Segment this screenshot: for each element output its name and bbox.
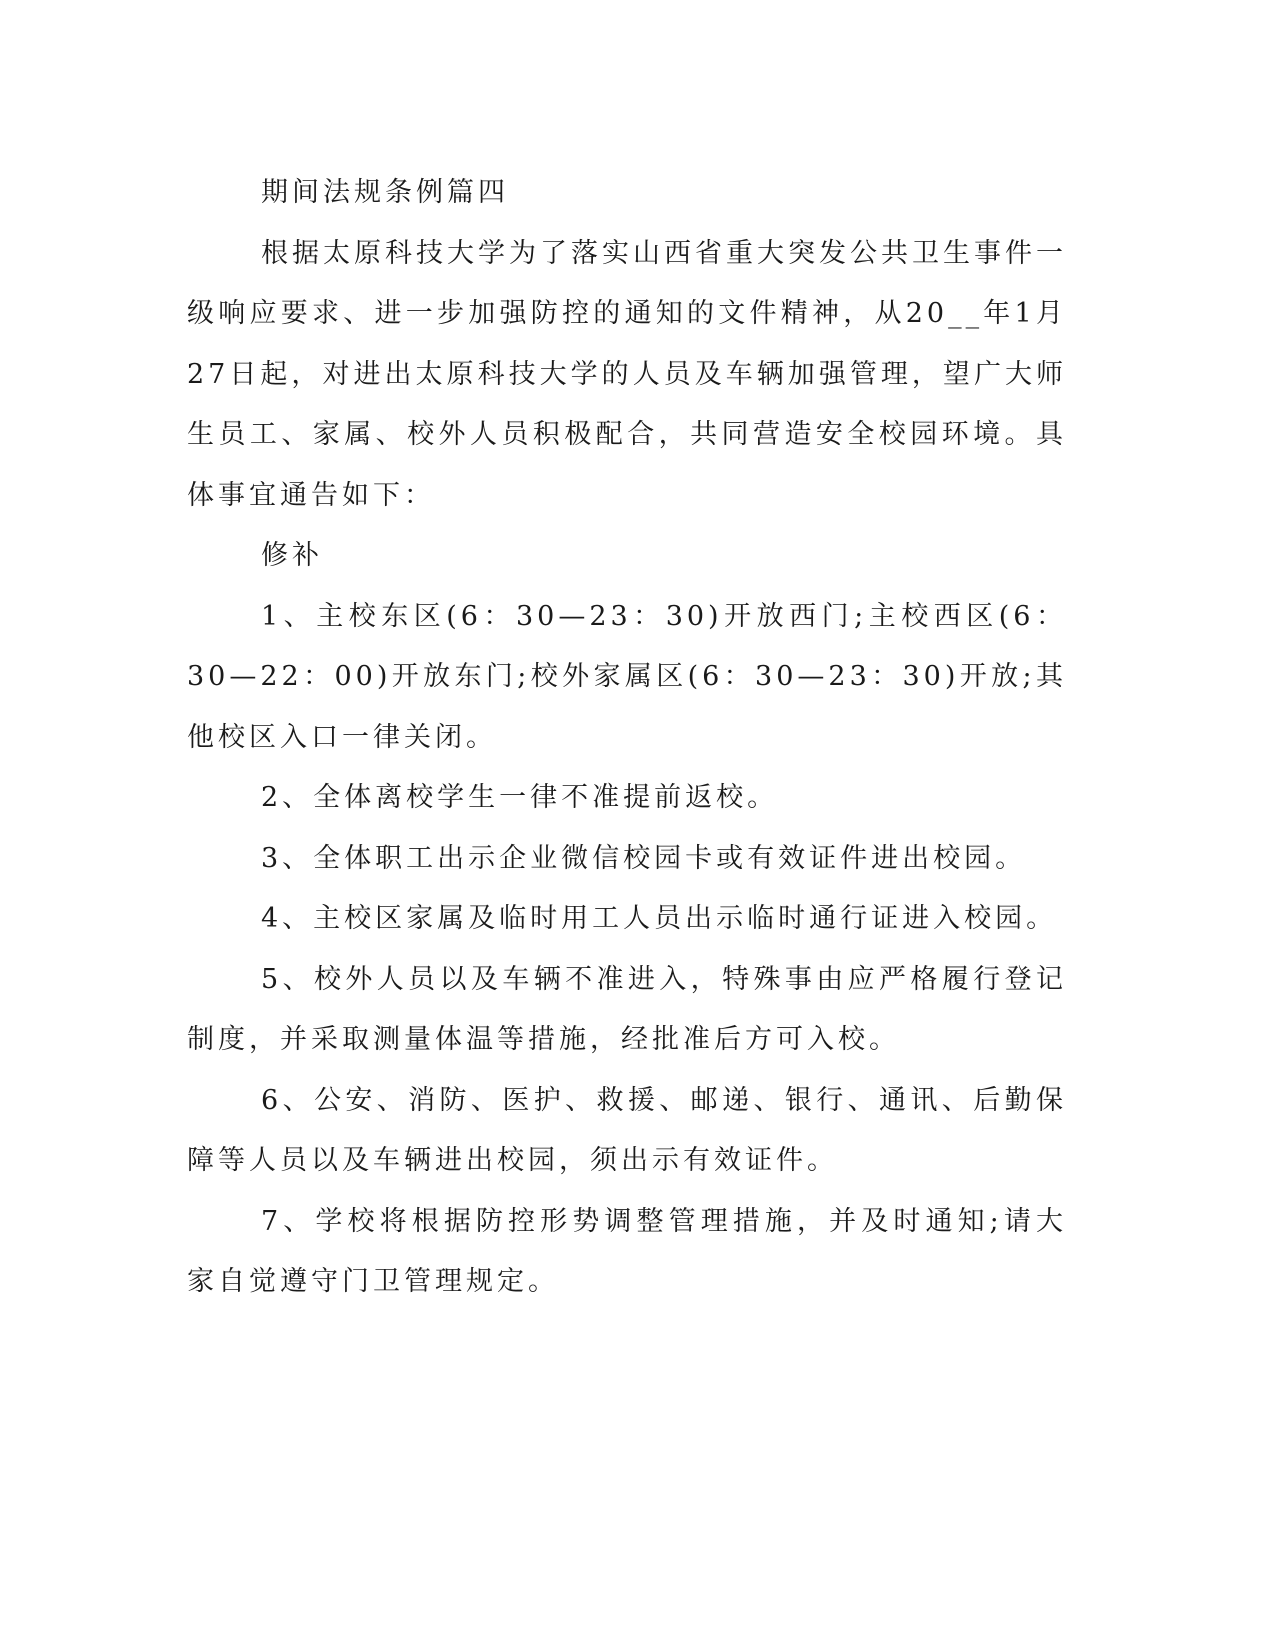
subheading: 修补 bbox=[261, 540, 323, 571]
document-heading: 期间法规条例篇四 bbox=[261, 177, 509, 208]
list-item-1: 1、主校东区(6：30—23：30)开放西门;主校西区(6：30—22：00)开放东门;校外家属区(6：30—23：30)开放;其他校区入口一律关闭。 bbox=[187, 600, 1067, 753]
intro-paragraph: 根据太原科技大学为了落实山西省重大突发公共卫生事件一级响应要求、进一步加强防控的通知的文件精神，从20__年1月27日起，对进出太原科技大学的人员及车辆加强管理，望广大师生员工、家属、校外人员积极配合，共同营造安全校园环境。具体事宜通告如下： bbox=[187, 237, 1067, 511]
list-item-4: 4、主校区家属及临时用工人员出示临时通行证进入校园。 bbox=[261, 903, 1058, 934]
list-item-5: 5、校外人员以及车辆不准进入，特殊事由应严格履行登记制度，并采取测量体温等措施，经批准后方可入校。 bbox=[187, 963, 1067, 1055]
list-item-6: 6、公安、消防、医护、救援、邮递、银行、通讯、后勤保障等人员以及车辆进出校园，须出示有效证件。 bbox=[187, 1084, 1067, 1176]
document-body bbox=[187, 163, 1067, 1313]
list-item-3: 3、全体职工出示企业微信校园卡或有效证件进出校园。 bbox=[261, 842, 1027, 874]
list-item-7: 7、学校将根据防控形势调整管理措施，并及时通知;请大家自觉遵守门卫管理规定。 bbox=[187, 1205, 1067, 1297]
list-item-2: 2、全体离校学生一律不准提前返校。 bbox=[261, 782, 779, 813]
